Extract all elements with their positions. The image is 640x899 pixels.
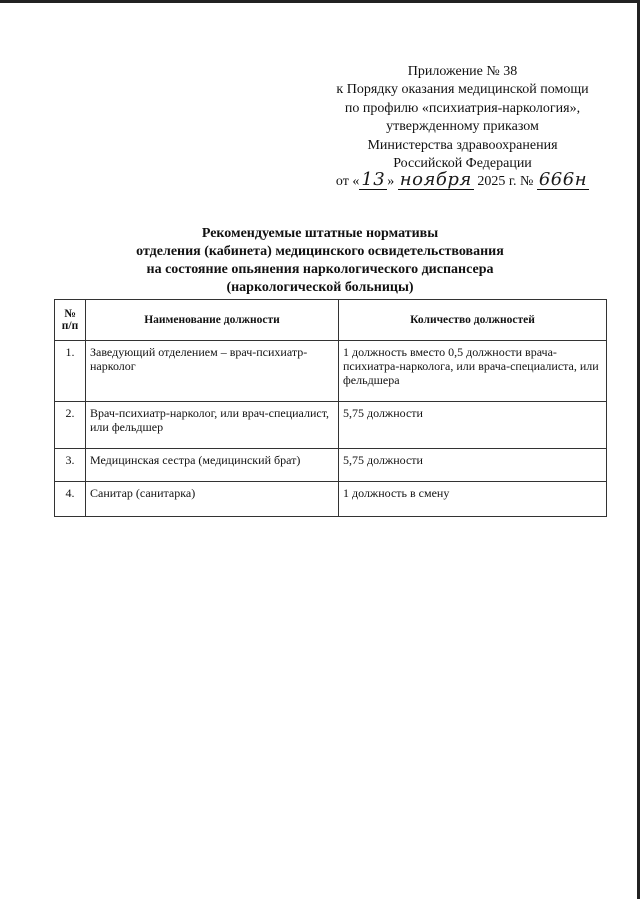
date-mid: » — [387, 174, 395, 190]
row-number: 1. — [55, 341, 86, 402]
table-header-row — [55, 300, 607, 341]
staffing-table — [54, 299, 607, 517]
table-row — [55, 341, 607, 402]
row-number: 3. — [55, 449, 86, 482]
document-title — [0, 225, 640, 297]
appendix-ministry: Министерства здравоохранения — [367, 137, 558, 153]
row-count: 1 должность в смену — [339, 482, 607, 517]
date-month-handwritten: ноября — [399, 169, 472, 191]
row-count: 5,75 должности — [339, 402, 607, 449]
row-number: 4. — [55, 482, 86, 517]
appendix-profile: по профилю «психиатрия-наркология», — [344, 100, 581, 116]
scan-border-top — [0, 0, 640, 3]
header-position: Наименование должности — [86, 300, 339, 341]
header-count: Количество должностей — [339, 300, 607, 341]
appendix-reference: к Порядку оказания медицинской помощи — [336, 82, 589, 98]
row-position: Медицинская сестра (медицинский брат) — [86, 449, 339, 482]
title-line-4: (наркологической больницы) — [226, 280, 414, 295]
date-day-handwritten: 13 — [361, 169, 386, 191]
table-row — [55, 482, 607, 517]
date-year: 2025 г. № — [477, 174, 534, 190]
date-prefix: от « — [335, 174, 360, 190]
row-position: Заведующий отделением – врач-психиатр-нарколог — [86, 341, 339, 402]
appendix-approved: утвержденному приказом — [386, 119, 539, 135]
title-line-3: на состояние опьянения наркологического диспансера — [146, 262, 494, 277]
title-line-2: отделения (кабинета) медицинского освидетельствования — [136, 244, 504, 259]
row-position: Врач-психиатр-нарколог, или врач-специалист, или фельдшер — [86, 402, 339, 449]
order-date-line — [300, 169, 625, 191]
row-number: 2. — [55, 402, 86, 449]
row-position: Санитар (санитарка) — [86, 482, 339, 517]
appendix-number: Приложение № 38 — [407, 64, 518, 79]
appendix-country: Российской Федерации — [393, 156, 532, 172]
row-count: 5,75 должности — [339, 449, 607, 482]
table-row — [55, 449, 607, 482]
title-line-1: Рекомендуемые штатные нормативы — [201, 226, 439, 241]
order-number-handwritten: 666н — [538, 169, 588, 191]
table-row — [55, 402, 607, 449]
appendix-header — [300, 63, 625, 192]
row-count: 1 должность вместо 0,5 должности врача-психиатра-нарколога, или врача-специалиста, или фельдшера — [339, 341, 607, 402]
header-num: № п/п — [55, 300, 86, 341]
